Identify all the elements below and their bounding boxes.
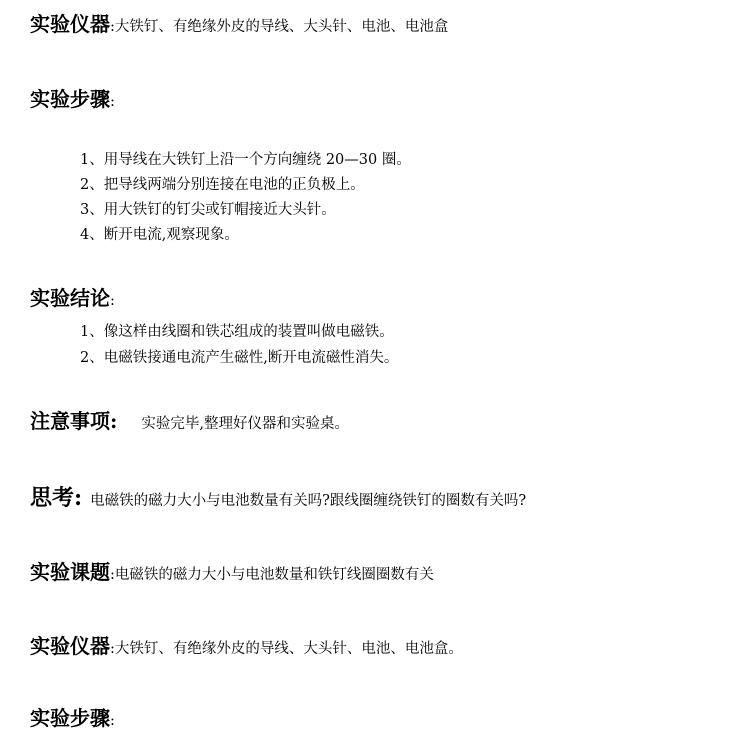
- section-text: 电磁铁的磁力大小与电池数量和铁钉线圈圈数有关: [114, 567, 434, 583]
- step-item: 2、把导线两端分别连接在电池的正负极上。: [80, 177, 365, 193]
- section-heading: 思考:: [30, 485, 83, 511]
- section-heading: 实验步骤: [30, 706, 110, 730]
- section-apparatus-2: [30, 630, 463, 659]
- section-topic: [30, 556, 434, 585]
- section-text: 实验完毕,整理好仪器和实验桌。: [141, 416, 349, 432]
- heading-separator: :: [110, 94, 115, 110]
- section-text: 大铁钉、有绝缘外皮的导线、大头针、电池、电池盒: [114, 19, 449, 35]
- step-item: 3、用大铁钉的钉尖或钉帽接近大头针。: [80, 202, 336, 218]
- section-heading: 注意事项:: [30, 409, 118, 433]
- conclusion-item: 2、电磁铁接通电流产生磁性,断开电流磁性消失。: [80, 350, 399, 366]
- section-thinking: [30, 481, 526, 512]
- section-heading: 实验课题: [30, 560, 110, 584]
- conclusion-item: 1、像这样由线圈和铁芯组成的装置叫做电磁铁。: [80, 324, 394, 340]
- section-notes: [30, 405, 349, 434]
- heading-separator: :: [110, 19, 115, 35]
- section-text: 电磁铁的磁力大小与电池数量有关吗?跟线圈缠绕铁钉的圈数有关吗?: [90, 493, 527, 509]
- heading-separator: :: [110, 641, 115, 657]
- step-item: 4、断开电流,观察现象。: [80, 227, 239, 243]
- heading-separator: :: [110, 567, 115, 583]
- section-heading: 实验步骤: [30, 87, 110, 111]
- heading-separator: :: [110, 713, 115, 729]
- heading-separator: :: [110, 293, 115, 309]
- section-steps-2: [30, 702, 115, 731]
- section-apparatus: [30, 8, 448, 37]
- step-item: 1、用导线在大铁钉上沿一个方向缠绕 20—30 圈。: [80, 152, 411, 168]
- section-text: 大铁钉、有绝缘外皮的导线、大头针、电池、电池盒。: [114, 641, 463, 657]
- section-heading: 实验结论: [30, 286, 110, 310]
- section-conclusion: [30, 282, 115, 311]
- section-heading: 实验仪器: [30, 634, 110, 658]
- section-heading: 实验仪器: [30, 12, 110, 36]
- section-steps: [30, 83, 115, 112]
